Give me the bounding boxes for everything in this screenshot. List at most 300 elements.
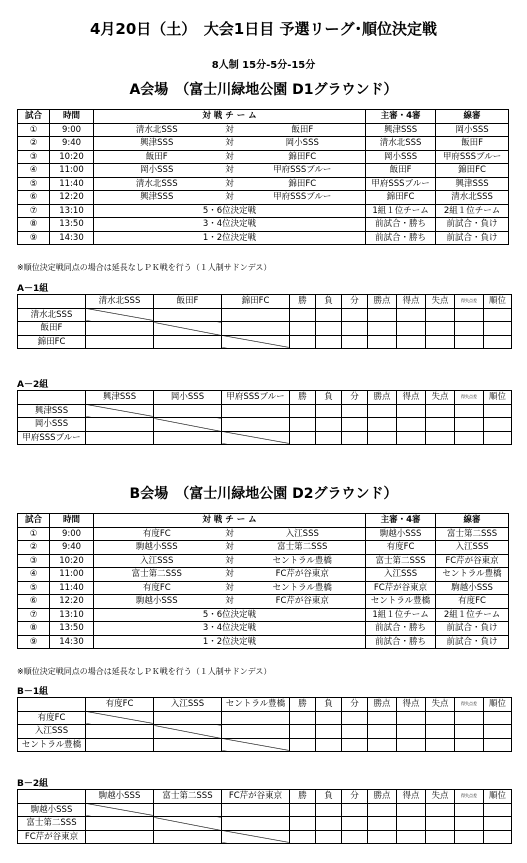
stat-cell [484,725,512,739]
standings-row [18,817,512,831]
match-time: 14:30 [50,635,94,649]
stat-cell [426,711,455,725]
final-label: 1・2位決定戦 [94,635,366,649]
vs-label: 対 [220,595,240,609]
home-team: 駒越小SSS [94,541,220,555]
diagonal-cell [222,830,290,844]
away-team: 飯田F [240,123,366,137]
stat-cell [368,335,397,349]
page-title: 4月20日（土） 大会1日目 予選リーグ･順位決定戦 [90,20,437,38]
team-col-header: 入江SSS [154,698,222,712]
stat-cell [397,308,426,322]
linesman: 2組１位チーム [436,204,509,218]
final-match-row [18,622,509,636]
match-time: 10:20 [50,150,94,164]
stat-cell [342,335,368,349]
stat-cell [455,738,484,752]
referee: 入江SSS [366,568,436,582]
diagonal-cell [154,322,222,336]
stat-cell [316,431,342,445]
away-team: 富士第二SSS [240,541,366,555]
stat-cell [290,817,316,831]
header-match-no: 試合 [18,110,50,124]
team-col-header: 駒越小SSS [86,790,154,804]
linesman: 富士第二SSS [436,527,509,541]
referee: 1組１位チーム [366,204,436,218]
stat-cell [290,404,316,418]
match-time: 14:30 [50,231,94,245]
stat-header: 勝点 [368,698,397,712]
home-team: 駒越小SSS [94,595,220,609]
stat-cell [397,725,426,739]
stat-cell [368,830,397,844]
stat-header: 勝 [290,391,316,405]
linesman: 前試合・負け [436,218,509,232]
match-row [18,568,509,582]
result-cell [222,725,290,739]
stat-cell [426,738,455,752]
linesman: 2組１位チーム [436,608,509,622]
group-b2-standings [17,789,512,844]
venue-a-note: ※順位決定戦同点の場合は延長なしＰＫ戦を行う（１人制サドンデス） [17,263,272,272]
stat-cell [484,711,512,725]
match-time: 12:20 [50,191,94,205]
group-b1-standings [17,697,512,752]
result-cell [222,711,290,725]
stat-cell [316,322,342,336]
away-team: FC芹が谷東京 [240,595,366,609]
stat-cell [342,817,368,831]
group-a1-standings [17,294,512,349]
corner-cell [18,790,86,804]
stat-cell [316,711,342,725]
linesman: セントラル豊橋 [436,568,509,582]
team-col-header: 甲府SSSブルー [222,391,290,405]
result-cell [154,711,222,725]
match-no: ③ [18,554,50,568]
match-time: 9:40 [50,541,94,555]
diagonal-cell [86,803,154,817]
team-col-header: 清水北SSS [86,295,154,309]
stat-header: 得点 [397,790,426,804]
stat-cell [316,418,342,432]
result-cell [86,830,154,844]
match-no: ⑤ [18,581,50,595]
match-row [18,164,509,178]
stat-header: 得点 [397,698,426,712]
stat-header: 分 [342,295,368,309]
referee: 1組１位チーム [366,608,436,622]
stat-cell [484,738,512,752]
corner-cell [18,698,86,712]
stat-header: 失点 [426,698,455,712]
stat-cell [455,322,484,336]
match-no: ④ [18,164,50,178]
final-match-row [18,231,509,245]
stat-header: 負 [316,698,342,712]
standings-row [18,308,512,322]
match-no: ⑤ [18,177,50,191]
team-col-header: セントラル豊橋 [222,698,290,712]
stat-cell [316,830,342,844]
stat-header: 負 [316,295,342,309]
stat-cell [368,738,397,752]
team-row-header: 岡小SSS [18,418,86,432]
match-no: ⑥ [18,191,50,205]
stat-cell [342,803,368,817]
result-cell [86,335,154,349]
stat-header: 順位 [484,391,512,405]
match-row [18,150,509,164]
stat-cell [316,803,342,817]
linesman: FC芹が谷東京 [436,554,509,568]
match-time: 13:10 [50,204,94,218]
stat-header: 得点 [397,391,426,405]
stat-header: 得失点差 [455,790,484,804]
stat-cell [342,418,368,432]
stat-cell [316,308,342,322]
referee: 前試合・勝ち [366,622,436,636]
match-time: 13:10 [50,608,94,622]
stat-cell [342,431,368,445]
stat-header: 順位 [484,790,512,804]
vs-label: 対 [220,191,240,205]
linesman: 前試合・負け [436,231,509,245]
diagonal-cell [222,431,290,445]
match-time: 11:40 [50,581,94,595]
stat-cell [316,404,342,418]
venue-a-title: A会場 （富士川緑地公園 D1グラウンド） [129,82,398,98]
final-label: 1・2位決定戦 [94,231,366,245]
venue-a-schedule-table [17,109,509,245]
standings-row [18,738,512,752]
stat-cell [368,418,397,432]
venue-b-title: B会場 （富士川緑地公園 D2グラウンド） [129,486,398,502]
standings-row [18,404,512,418]
stat-cell [397,418,426,432]
stat-header: 得失点差 [455,698,484,712]
final-label: 5・6位決定戦 [94,608,366,622]
stat-cell [484,431,512,445]
match-time: 10:20 [50,554,94,568]
stat-header: 順位 [484,698,512,712]
linesman: 前試合・負け [436,622,509,636]
home-team: 興津SSS [94,191,220,205]
venue-b-schedule-table [17,513,509,649]
home-team: 清水北SSS [94,177,220,191]
match-time: 9:40 [50,137,94,151]
match-time: 13:50 [50,622,94,636]
result-cell [154,308,222,322]
linesman: 甲府SSSブルー [436,150,509,164]
vs-label: 対 [220,177,240,191]
match-row [18,177,509,191]
linesman: 清水北SSS [436,191,509,205]
result-cell [154,431,222,445]
result-cell [86,725,154,739]
home-team: 飯田F [94,150,220,164]
group-a2-standings [17,390,512,445]
diagonal-cell [86,308,154,322]
schedule-header-row [18,514,509,528]
stat-cell [290,418,316,432]
result-cell [86,418,154,432]
header-referee: 主審・4審 [366,514,436,528]
vs-label: 対 [220,527,240,541]
stat-cell [455,817,484,831]
referee: 清水北SSS [366,137,436,151]
match-row [18,554,509,568]
match-no: ④ [18,568,50,582]
referee: 甲府SSSブルー [366,177,436,191]
header-teams: 対 戦 チ ー ム [94,110,366,124]
stat-cell [290,431,316,445]
vs-label: 対 [220,568,240,582]
stat-cell [342,725,368,739]
referee: 岡小SSS [366,150,436,164]
match-time: 11:00 [50,164,94,178]
away-team: 岡小SSS [240,137,366,151]
stat-cell [397,335,426,349]
linesman: 岡小SSS [436,123,509,137]
stat-cell [397,830,426,844]
away-team: 入江SSS [240,527,366,541]
standings-row [18,418,512,432]
stat-header: 分 [342,391,368,405]
stat-cell [455,803,484,817]
match-time: 9:00 [50,123,94,137]
stat-cell [397,404,426,418]
standings-row [18,322,512,336]
team-row-header: FC芹が谷東京 [18,830,86,844]
stat-cell [426,725,455,739]
team-col-header: 富士第二SSS [154,790,222,804]
vs-label: 対 [220,137,240,151]
match-row [18,581,509,595]
diagonal-cell [154,418,222,432]
match-row [18,541,509,555]
stat-header: 勝点 [368,790,397,804]
stat-cell [368,817,397,831]
stat-cell [426,308,455,322]
stat-cell [316,725,342,739]
stat-header: 得失点差 [455,391,484,405]
header-time: 時間 [50,514,94,528]
team-col-header: 飯田F [154,295,222,309]
vs-label: 対 [220,123,240,137]
stat-cell [316,738,342,752]
stat-cell [368,431,397,445]
stat-cell [368,711,397,725]
final-label: 3・4位決定戦 [94,622,366,636]
stat-cell [397,738,426,752]
stat-cell [397,431,426,445]
team-row-header: 甲府SSSブルー [18,431,86,445]
diagonal-cell [86,404,154,418]
match-no: ⑨ [18,635,50,649]
corner-cell [18,391,86,405]
linesman: 興津SSS [436,177,509,191]
header-linesman: 線審 [436,110,509,124]
referee: 有度FC [366,541,436,555]
stat-cell [397,803,426,817]
stat-cell [368,803,397,817]
stat-cell [484,418,512,432]
stat-cell [484,803,512,817]
match-no: ⑨ [18,231,50,245]
stat-cell [342,830,368,844]
stat-cell [368,404,397,418]
away-team: 甲府SSSブルー [240,191,366,205]
result-cell [222,418,290,432]
stat-cell [342,738,368,752]
vs-label: 対 [220,554,240,568]
match-row [18,595,509,609]
match-time: 11:40 [50,177,94,191]
stat-cell [455,830,484,844]
standings-header-row [18,295,512,309]
result-cell [154,830,222,844]
linesman: 飯田F [436,137,509,151]
header-teams: 対 戦 チ ー ム [94,514,366,528]
match-time: 11:00 [50,568,94,582]
final-match-row [18,204,509,218]
stat-header: 分 [342,790,368,804]
standings-row [18,431,512,445]
match-time: 13:50 [50,218,94,232]
match-no: ⑧ [18,622,50,636]
stat-cell [484,335,512,349]
diagonal-cell [154,725,222,739]
stat-cell [342,711,368,725]
stat-cell [426,404,455,418]
stat-header: 順位 [484,295,512,309]
team-row-header: 興津SSS [18,404,86,418]
diagonal-cell [154,817,222,831]
result-cell [86,431,154,445]
stat-cell [484,404,512,418]
stat-header: 得点 [397,295,426,309]
referee: 前試合・勝ち [366,218,436,232]
stat-cell [455,335,484,349]
group-a1-label: A－1組 [17,284,49,294]
away-team: FC芹が谷東京 [240,568,366,582]
stat-cell [426,803,455,817]
result-cell [154,404,222,418]
result-cell [154,335,222,349]
stat-cell [342,308,368,322]
away-team: セントラル豊橋 [240,581,366,595]
final-label: 3・4位決定戦 [94,218,366,232]
match-row [18,191,509,205]
match-no: ① [18,123,50,137]
team-col-header: 岡小SSS [154,391,222,405]
result-cell [222,404,290,418]
match-no: ① [18,527,50,541]
home-team: 岡小SSS [94,164,220,178]
stat-cell [316,817,342,831]
stat-cell [426,418,455,432]
stat-cell [455,308,484,322]
stat-cell [426,322,455,336]
team-row-header: 清水北SSS [18,308,86,322]
team-row-header: 飯田F [18,322,86,336]
stat-cell [316,335,342,349]
stat-cell [290,308,316,322]
stat-cell [342,404,368,418]
home-team: 有度FC [94,581,220,595]
group-b1-label: B－1組 [17,687,49,697]
stat-cell [455,711,484,725]
team-row-header: 有度FC [18,711,86,725]
stat-cell [455,725,484,739]
result-cell [154,738,222,752]
stat-cell [484,322,512,336]
stat-cell [426,431,455,445]
match-no: ② [18,541,50,555]
stat-cell [290,711,316,725]
final-match-row [18,218,509,232]
referee: 駒越小SSS [366,527,436,541]
stat-cell [290,322,316,336]
match-no: ⑦ [18,204,50,218]
match-no: ⑦ [18,608,50,622]
header-time: 時間 [50,110,94,124]
match-no: ③ [18,150,50,164]
stat-header: 負 [316,391,342,405]
stat-cell [397,711,426,725]
stat-header: 分 [342,698,368,712]
final-match-row [18,635,509,649]
stat-cell [290,830,316,844]
stat-cell [426,830,455,844]
standings-header-row [18,391,512,405]
venue-b-note: ※順位決定戦同点の場合は延長なしＰＫ戦を行う（１人制サドンデス） [17,667,272,676]
match-row [18,123,509,137]
result-cell [222,322,290,336]
match-row [18,137,509,151]
stat-header: 負 [316,790,342,804]
away-team: 錦田FC [240,150,366,164]
group-a2-label: A－2組 [17,380,49,390]
match-no: ⑧ [18,218,50,232]
linesman: 入江SSS [436,541,509,555]
team-col-header: 錦田FC [222,295,290,309]
home-team: 清水北SSS [94,123,220,137]
referee: 錦田FC [366,191,436,205]
match-time: 12:20 [50,595,94,609]
stat-cell [484,830,512,844]
stat-header: 勝点 [368,391,397,405]
standings-row [18,803,512,817]
home-team: 興津SSS [94,137,220,151]
team-row-header: 錦田FC [18,335,86,349]
group-b2-label: B－2組 [17,779,49,789]
stat-cell [397,817,426,831]
result-cell [222,308,290,322]
home-team: 有度FC [94,527,220,541]
team-col-header: 有度FC [86,698,154,712]
match-no: ⑥ [18,595,50,609]
linesman: 錦田FC [436,164,509,178]
stat-cell [426,335,455,349]
match-no: ② [18,137,50,151]
stat-header: 勝点 [368,295,397,309]
stat-cell [484,308,512,322]
standings-header-row [18,790,512,804]
final-label: 5・6位決定戦 [94,204,366,218]
stat-cell [397,322,426,336]
